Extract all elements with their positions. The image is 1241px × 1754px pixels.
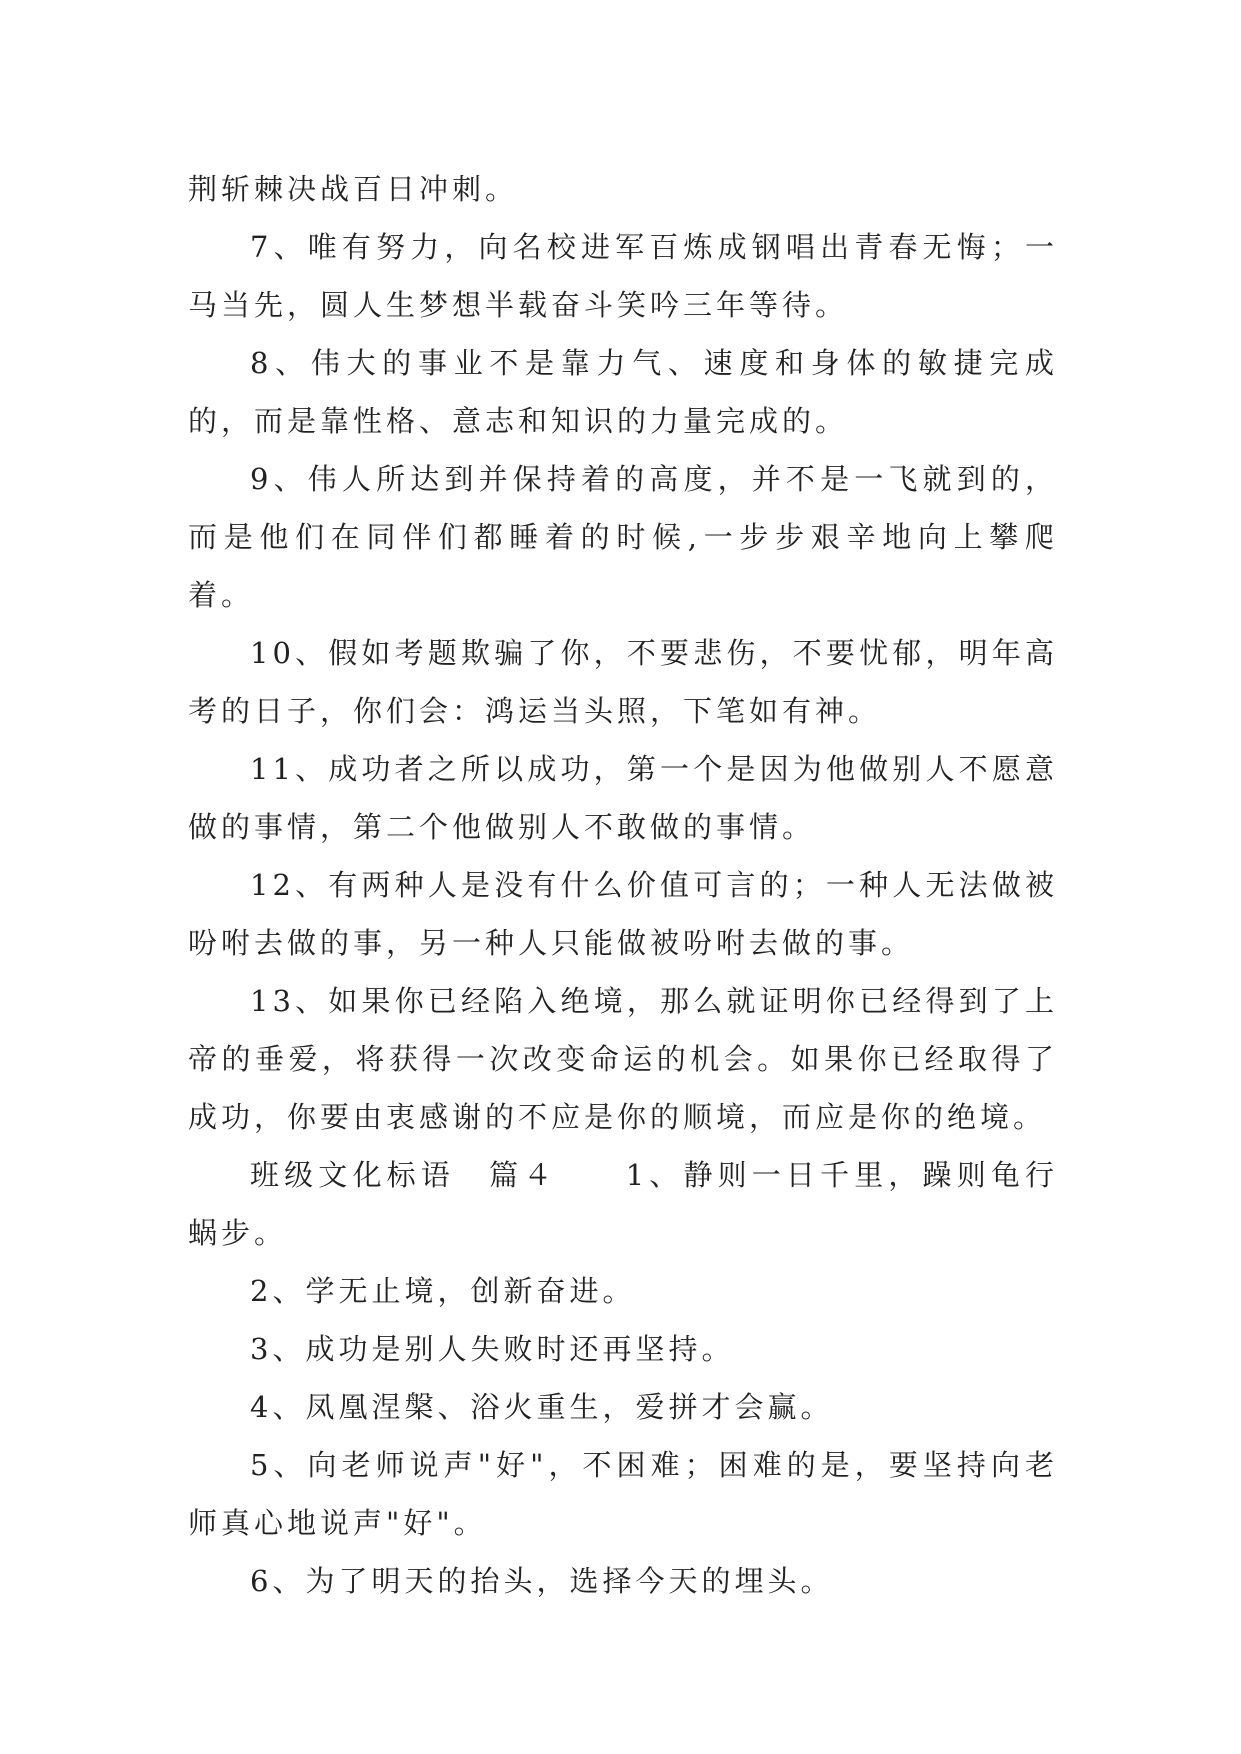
document-body xyxy=(188,160,1058,1610)
paragraph-11: 4、凤凰涅槃、浴火重生，爱拼才会赢。 xyxy=(250,1390,834,1424)
paragraph-9: 2、学无止境，创新奋进。 xyxy=(250,1274,636,1308)
section-heading-paragraph: 班级文化标语 篇４ 1、静则一日千里，躁则龟行蜗步。 xyxy=(188,1158,1058,1250)
paragraph-2: 8、伟大的事业不是靠力气、速度和身体的敏捷完成的，而是靠性格、意志和知识的力量完成的。 xyxy=(188,346,1058,438)
paragraph-1: 7、唯有努力，向名校进军百炼成钢唱出青春无悔；一马当先，圆人生梦想半载奋斗笑吟三年等待。 xyxy=(188,230,1058,322)
paragraph-12: 5、向老师说声"好"，不困难；困难的是，要坚持向老师真心地说声"好"。 xyxy=(188,1448,1058,1540)
paragraph-4: 10、假如考题欺骗了你，不要悲伤，不要忧郁，明年高考的日子，你们会：鸿运当头照，下笔如有神。 xyxy=(188,636,1058,728)
paragraph-7: 13、如果你已经陷入绝境，那么就证明你已经得到了上帝的垂爱，将获得一次改变命运的机会。如果你已经取得了成功，你要由衷感谢的不应是你的顺境，而应是你的绝境。 xyxy=(188,984,1058,1134)
paragraph-0: 荆斩棘决战百日冲刺。 xyxy=(188,172,519,206)
paragraph-6: 12、有两种人是没有什么价值可言的；一种人无法做被吩咐去做的事，另一种人只能做被吩咐去做的事。 xyxy=(188,868,1058,960)
paragraph-5: 11、成功者之所以成功，第一个是因为他做别人不愿意做的事情，第二个他做别人不敢做的事情。 xyxy=(188,752,1058,844)
paragraph-3: 9、伟人所达到并保持着的高度，并不是一飞就到的，而是他们在同伴们都睡着的时候,一步步艰辛地向上攀爬着。 xyxy=(188,462,1058,612)
paragraph-13: 6、为了明天的抬头，选择今天的埋头。 xyxy=(250,1564,834,1598)
paragraph-10: 3、成功是别人失败时还再坚持。 xyxy=(250,1332,735,1366)
